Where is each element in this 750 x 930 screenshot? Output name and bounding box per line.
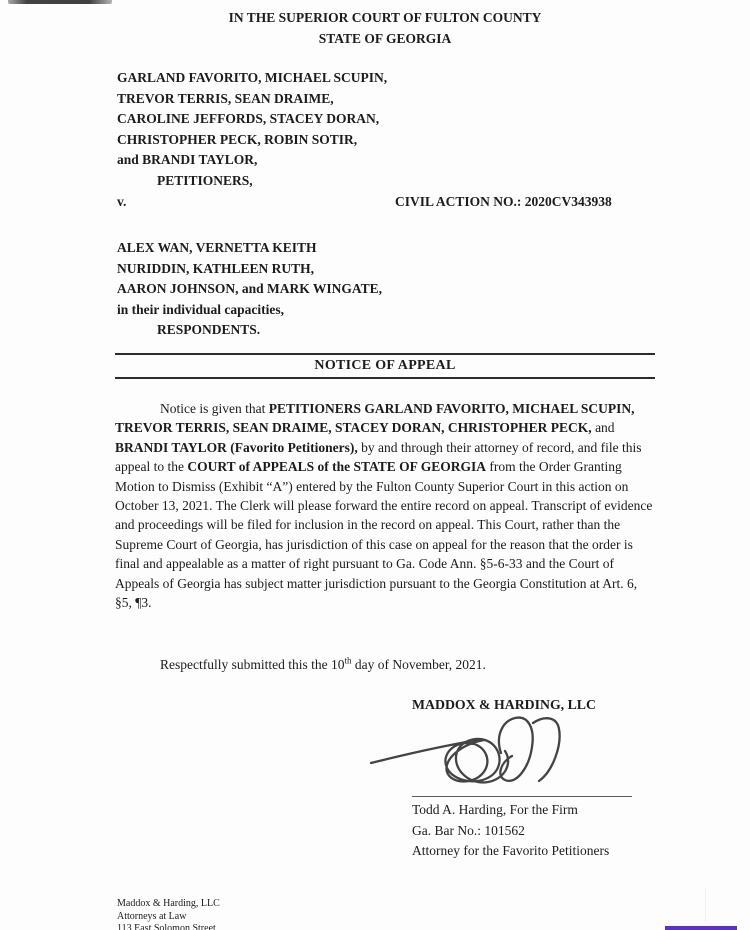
respondent-line: in their individual capacities,	[117, 301, 285, 317]
respondents-block	[117, 238, 382, 341]
court-header	[115, 7, 655, 49]
petitioners-label: PETITIONERS,	[157, 172, 253, 188]
scan-artifact-bar	[8, 0, 112, 4]
signature-scribble	[367, 713, 635, 805]
footer-firm-name: Maddox & Harding, LLC	[117, 898, 220, 909]
petitioner-line: CAROLINE JEFFORDS, STACEY DORAN,	[117, 111, 380, 126]
court-state: STATE OF GEORGIA	[318, 31, 452, 46]
petitioner-line: TREVOR TERRIS, SEAN DRAIME,	[117, 90, 334, 106]
firm-name: MADDOX & HARDING, LLC	[412, 697, 596, 712]
attorney-role: Attorney for the Favorito Petitioners	[412, 843, 610, 858]
notice-body-paragraph: Notice is given that PETITIONERS GARLAND FAVORITO, MICHAEL SCUPIN, TREVOR TERRIS, SEAN DRAIME, STACEY DORAN, CHRISTOPHER PECK, and BRANDI TAYLOR (Favorito Petitioners), by and through their attorney of record, and file this appeal to the COURT of APPEALS of the STATE OF GEORGIA from the Order Granting Motion to Dismiss (Exhibit “A”) entered by the Fulton County Superior Court in this action on October 13, 2021. The Clerk will please forward the entire record on appeal. Transcript of evidence and proceedings will be filed for inclusion in the record on appeal. This Court, rather than the Supreme Court of Georgia, has jurisdiction of this case on appeal for the reason that the order is final and appealable as a matter of right pursuant to Ga. Code Ann. §5-6-33 and the Court of Appeals of Georgia has subject matter jurisdiction pursuant to the Georgia Constitution at Art. 6, §5, ¶3.	[115, 401, 653, 611]
civil-action-number: CIVIL ACTION NO.: 2020CV343938	[395, 194, 612, 209]
bar-number: Ga. Bar No.: 101562	[412, 822, 525, 838]
signer-name: Todd A. Harding, For the Firm	[412, 802, 578, 817]
document-title: NOTICE OF APPEAL	[314, 358, 456, 373]
versus-abbrev: v.	[117, 194, 127, 209]
respondent-line: NURIDDIN, KATHLEEN RUTH,	[117, 260, 315, 276]
petitioners-block	[117, 68, 387, 191]
petitioner-line: GARLAND FAVORITO, MICHAEL SCUPIN,	[117, 70, 388, 85]
versus-row	[117, 194, 657, 210]
respondent-line: AARON JOHNSON, and MARK WINGATE,	[117, 281, 383, 296]
footer-firm-role: Attorneys at Law	[117, 910, 187, 922]
court-name: IN THE SUPERIOR COURT OF FULTON COUNTY	[228, 10, 542, 25]
title-rule-bottom	[115, 377, 655, 379]
footer-firm-block	[117, 898, 220, 930]
respondents-label: RESPONDENTS.	[157, 322, 261, 337]
document-title-block	[115, 353, 655, 379]
footer-firm-address: 113 East Solomon Street	[117, 923, 216, 930]
signature-block	[412, 800, 609, 862]
petitioner-line: CHRISTOPHER PECK, ROBIN SOTIR,	[117, 131, 358, 147]
signature-line	[412, 796, 632, 797]
petitioner-line: and BRANDI TAYLOR,	[117, 152, 258, 167]
highlight-bar-artifact	[665, 926, 737, 930]
closing-line: Respectfully submitted this the 10th day of November, 2021.	[160, 655, 486, 672]
scan-edge-artifact	[705, 888, 706, 922]
respondent-line: ALEX WAN, VERNETTA KEITH	[117, 240, 317, 255]
